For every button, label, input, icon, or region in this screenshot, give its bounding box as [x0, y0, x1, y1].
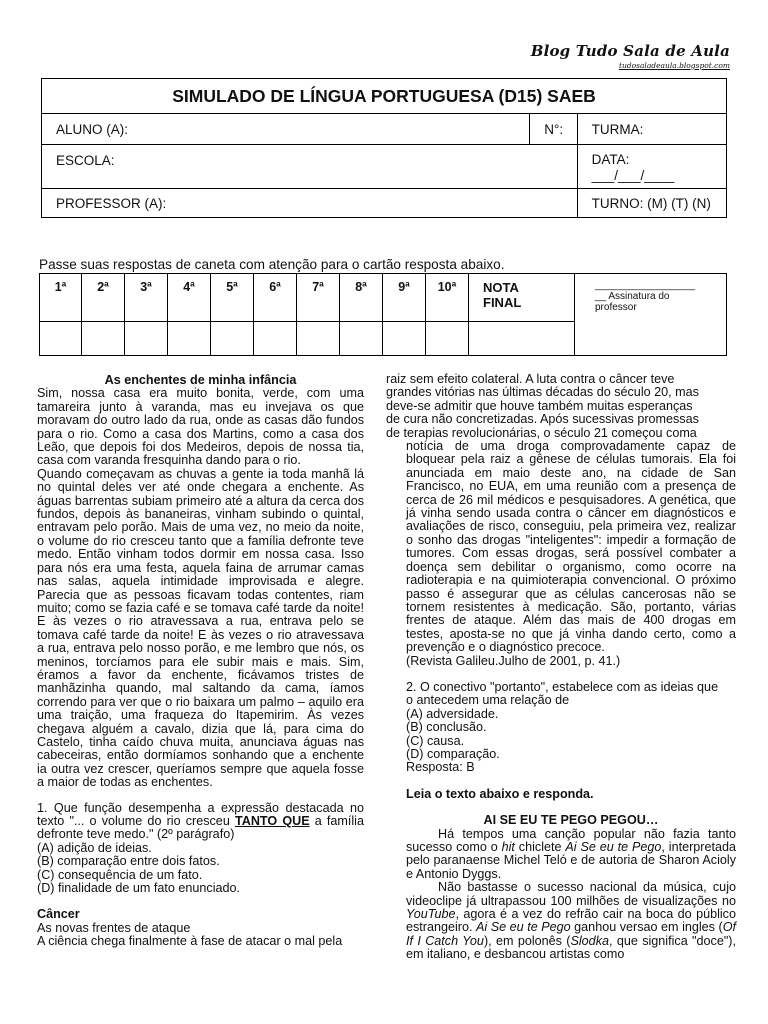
turno-field[interactable]: TURNO: (M) (T) (N) — [577, 189, 726, 218]
option-b: (B) conclusão. — [406, 720, 487, 735]
nota-final-label: NOTA FINAL — [469, 274, 575, 322]
text-title-ai-se-eu: AI SE EU TE PEGO PEGOU… — [483, 813, 659, 828]
paragraph: A ciência chega finalmente à fase de atacar o mal pela — [37, 934, 343, 949]
answer-box-2[interactable] — [82, 322, 125, 356]
highlighted-expression: TANTO QUE — [234, 814, 310, 828]
nota-final-box[interactable] — [469, 322, 575, 356]
answer-label-5: 5ª — [211, 274, 254, 322]
escola-field[interactable]: ESCOLA: — [42, 145, 578, 189]
data-label: DATA: — [591, 152, 630, 167]
question-2: 2. O conectivo "portanto", estabelece com as ideias que — [406, 679, 719, 694]
answer-key: Resposta: B — [406, 760, 475, 775]
answer-label-9: 9ª — [383, 274, 426, 322]
answer-box-6[interactable] — [254, 322, 297, 356]
option-a: (A) adição de ideias. — [37, 840, 152, 855]
answer-box-8[interactable] — [340, 322, 383, 356]
right-column: raiz sem efeito colateral. A luta contra o câncer teve grandes vitórias nas últimas décadas do século 20, mas deve-se admitir que houve também muitas esperanças de cura não concretizadas. Após sucessivas promessas de terapias revolucionárias, o século 21 começou coma notícia de uma droga comprovadamente capaz de bloquear pela raiz a gênese de células tumorais. Ela foi anunciada em maio deste ano, na cidade de San Francisco, no EUA, em uma reunião com a presença de cerca de 26 mil médicos e pesquisadores. A genética, que já vinha sendo usada contra o câncer em diagnósticos e avaliações de risco, conseguiu, pela primeira vez, realizar o sonho das drogas "inteligentes": impedir a formação de tumores. Com essas drogas, será possível combater a doença sem debilitar o organismo, como ocorre na radioterapia e na quimioterapia convencional. O próximo passo é assegurar que as células cancerosas não se tornem resistentes à medicação. São, portanto, várias frentes de ataque. Além das mais de 400 drogas em testes, aposta-se no que já vinha dando certo, como a prevenção e o diagnóstico precoce. (Revista Galileu.Julho de 2001, p. 41.) 2. O conectivo "portanto", estabelece com as ideias que o antecedem uma relação de (A) adversidade. (B) conclusão. (C) causa. (D) comparação. Resposta: B Leia o texto abaixo e responda. AI SE EU TE PEGO PEGOU… Há tempos uma canção popular não fazia tanto sucesso como o hit chiclete Ai Se eu te Pego, interpretada pelo paranaense Michel Teló e de autoria de Sharon Acioly e Antonio Dyggs. Não bastasse o sucesso nacional da música, cujo videoclipe já ultrapassou 100 milhões de visualizações no YouTube, agora é a vez do refrão cair na boca do público estrangeiro. Ai Se eu te Pego ganhou versao em ingles (Of If I Catch You), em polonês (Slodka, que significa "doce"), em italiano, e desbancou artistas como — [386, 372, 736, 962]
option-b: (B) comparação entre dois fatos. — [37, 854, 220, 869]
paragraph: Sim, nossa casa era muito bonita, verde, com uma tamareira junto à varanda, mas eu invejava os que moravam do outro lado da rua, onde as casas dão fundos para o rio. Como a casa dos Martins, como a casa dos Leão, que depois foi dos Medeiros, depois de nossa tia, casa com varanda fresquinha dando para o rio. — [37, 386, 364, 468]
answer-label-2: 2ª — [82, 274, 125, 322]
option-d: (D) comparação. — [406, 746, 500, 761]
blog-logo — [531, 42, 730, 70]
answer-label-7: 7ª — [297, 274, 340, 322]
text-line: de cura não concretizadas. Após sucessivas promessas — [386, 412, 699, 427]
signature-label: __ Assinatura do — [595, 291, 670, 302]
professor-field[interactable]: PROFESSOR (A): — [42, 189, 578, 218]
answer-label-3: 3ª — [125, 274, 168, 322]
text-line: grandes vitórias nas últimas décadas do século 20, mas — [386, 385, 699, 400]
source-citation: (Revista Galileu.Julho de 2001, p. 41.) — [406, 653, 621, 668]
blog-url: tudosaladeaula.blogspot.com — [618, 61, 730, 70]
answer-box-9[interactable] — [383, 322, 426, 356]
paragraph: Não bastasse o sucesso nacional da música, cujo videoclipe já ultrapassou 100 milhões de visualizações no YouTube, agora é a vez do refrão cair na boca do público estrangeiro. Ai Se eu te Pego ganhou versao em ingles (Of If I Catch You), em polonês (Slodka, que significa "doce"), em italiano, e desbancou artistas como — [406, 880, 736, 962]
numero-field[interactable]: N°: — [530, 114, 577, 145]
instruction-read: Leia o texto abaixo e responda. — [406, 786, 594, 801]
paragraph: notícia de uma droga comprovadamente capaz de bloquear pela raiz a gênese de células tumorais. Ela foi anunciada em maio deste ano, na cidade de San Francisco, no EUA, em uma reunião com a presença de cerca de 26 mil médicos e pesquisadores. A genética, que já vinha sendo usada contra o câncer em diagnósticos e avaliações de risco, conseguiu, pela primeira vez, realizar o sonho das drogas "inteligentes": impedir a formação de tumores. Com essas drogas, será possível combater a doença sem debilitar o organismo, como ocorre na radioterapia e na quimioterapia convencional. O próximo passo é assegurar que as células cancerosas não se tornem resistentes à medicação. São, portanto, várias frentes de ataque. Além das mais de 400 drogas em testes, aposta-se no que já vinha dando certo, como a prevenção e o diagnóstico precoce. — [406, 439, 736, 655]
signature-box[interactable]: __________________ __ Assinatura do professor — [575, 274, 727, 356]
text-title-enchentes: As enchentes de minha infância — [104, 373, 297, 387]
option-d: (D) finalidade de um fato enunciado. — [37, 881, 241, 896]
answer-box-10[interactable] — [426, 322, 469, 356]
exam-header-table — [41, 78, 727, 218]
subtitle: As novas frentes de ataque — [37, 920, 191, 935]
answer-box-1[interactable] — [40, 322, 82, 356]
answer-label-1: 1ª — [40, 274, 82, 322]
text-line: deve-se admitir que houve também muitas esperanças — [386, 398, 693, 413]
option-c: (C) causa. — [406, 733, 465, 748]
answer-card — [39, 273, 727, 356]
option-c: (C) consequência de um fato. — [37, 867, 203, 882]
answer-box-4[interactable] — [168, 322, 211, 356]
answer-label-4: 4ª — [168, 274, 211, 322]
data-line: ___/___/____ — [591, 168, 675, 183]
text-title-cancer: Câncer — [37, 907, 80, 922]
option-a: (A) adversidade. — [406, 706, 499, 721]
left-column — [37, 374, 364, 949]
question-1: 1. Que função desempenha a expressão destacada no texto "... o volume do rio cresceu TANTO QUE a família defronte teve medo." (2º parágrafo) — [37, 800, 364, 842]
answer-label-8: 8ª — [340, 274, 383, 322]
aluno-field[interactable]: ALUNO (A): — [42, 114, 530, 145]
text-line: raiz sem efeito colateral. A luta contra o câncer teve — [386, 372, 675, 386]
exam-title: SIMULADO DE LÍNGUA PORTUGUESA (D15) SAEB — [42, 79, 727, 114]
answer-box-7[interactable] — [297, 322, 340, 356]
paragraph: Há tempos uma canção popular não fazia tanto sucesso como o hit chiclete Ai Se eu te Pego, interpretada pelo paranaense Michel Teló e de autoria de Sharon Acioly e Antonio Dyggs. — [406, 826, 736, 881]
paragraph: Quando começavam as chuvas a gente ia toda manhã lá no quintal deles ver até onde chegara a enchente. As águas barrentas subiam primeiro até a altura da cerca dos fundos, depois às bananeiras, vinham subindo o quintal, entravam pelo porão. Mais de uma vez, no meio da noite, o volume do rio cresceu tanto que a família defronte teve medo. Então vinham todos dormir em nossa casa. Isso para nós era uma festa, aquela faina de arrumar camas nas salas, aquela intimidade improvisada e alegre. Parecia que as pessoas ficavam todas contentes, riam muito; como se fazia café e se tomava café tarde da noite! E às vezes o rio atravessava a rua, entrava pelo se tomava café tarde da noite! E às vezes o rio atravessava a rua, entrava pelo nosso porão, e me lembro que nós, os meninos, torcíamos para ele subir mais e mais. Sim, éramos a favor da enchente, ficávamos tristes de manhãzinha quando, mal saltando da cama, íamos correndo para ver que o rio baixara um palmo – aquilo era uma traição, uma fraqueza do Itapemirim. Às vezes chegava alguém a cavalo, dizia que lá, para cima do Castelo, tinha caído chuva muita, anunciava águas nas cabeceiras, então dormíamos sonhando que a enchente ia outra vez crescer, queríamos sempre que aquela fosse a maior de todas as enchentes. — [37, 466, 364, 790]
turma-field[interactable]: TURMA: — [577, 114, 726, 145]
blog-title: Blog Tudo Sala de Aula — [530, 42, 730, 60]
answer-box-3[interactable] — [125, 322, 168, 356]
answer-label-6: 6ª — [254, 274, 297, 322]
answer-label-10: 10ª — [426, 274, 469, 322]
signature-line: __________________ — [595, 280, 696, 291]
text-line: de terapias revolucionárias, o século 21 começou coma — [386, 425, 697, 440]
instruction-text: Passe suas respostas de caneta com atenção para o cartão resposta abaixo. — [39, 257, 505, 272]
answer-box-5[interactable] — [211, 322, 254, 356]
data-field[interactable] — [577, 145, 726, 189]
